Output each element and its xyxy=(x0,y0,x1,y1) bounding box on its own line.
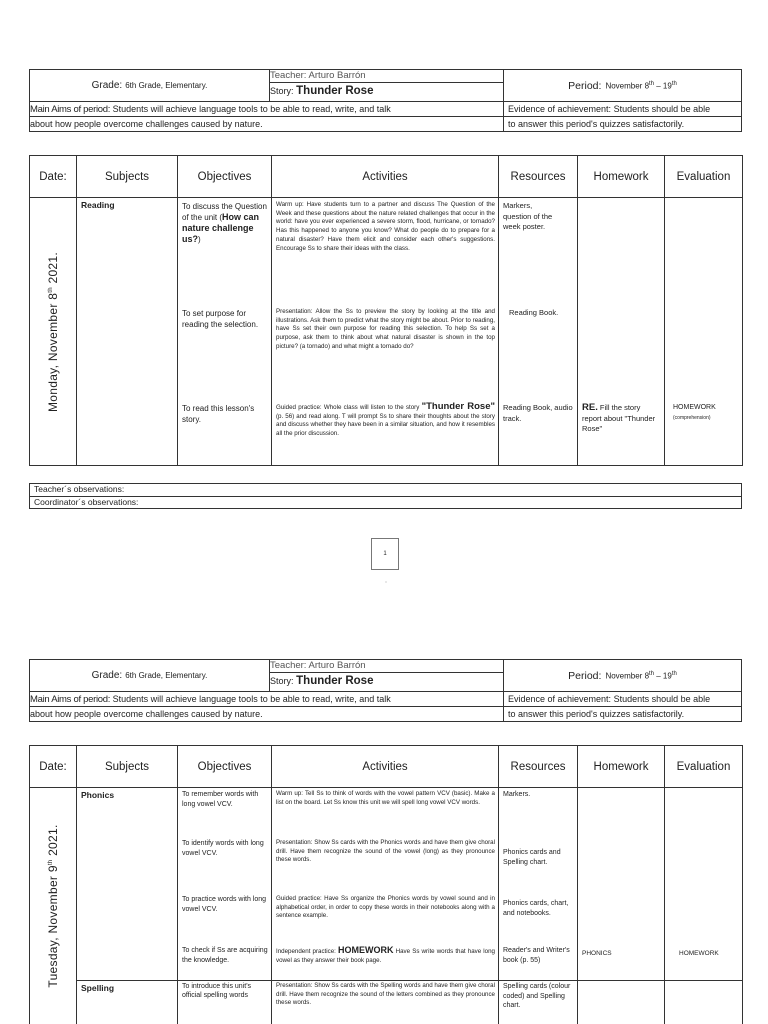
evaluation-cell xyxy=(665,981,743,1024)
resource-2: Reading Book. xyxy=(509,308,559,317)
grade-cell xyxy=(30,70,270,101)
grade-label: Grade: xyxy=(91,670,123,681)
activity-4: Independent practice: HOMEWORK Have Ss write words that have long vowel as they answer their book page. xyxy=(276,945,495,964)
period-label: Period: xyxy=(568,669,602,682)
objective-1: To remember words with long vowel VCV. xyxy=(182,791,259,808)
period-label: Period: xyxy=(568,79,602,92)
evidence-label: Evidence of achievement: xyxy=(508,104,612,114)
objectives-cell xyxy=(178,198,272,466)
resource-3: Reading Book, audio track. xyxy=(503,403,573,423)
aims-cell xyxy=(30,692,504,721)
period-cell xyxy=(504,70,741,101)
resources-cell xyxy=(499,198,578,466)
col-subjects: Subjects xyxy=(77,156,178,198)
subject-spelling: Spelling xyxy=(77,981,178,1024)
objectives-cell xyxy=(178,981,272,1024)
homework-cell xyxy=(578,788,665,981)
col-resources: Resources xyxy=(499,746,578,788)
homework-cell xyxy=(578,981,665,1024)
activity-1: Warm up: Have students turn to a partner and discuss The Question of the Week and these questions about the nature related challenges that occur in the world: have you ever experienced a severe storm, flood, hurricane, or tornado? Has this happened to anyone you know? What do people do to prepare for a natural disaster? Have them elicit and consider each other's suggestions. Encourage Ss to share their ideas with the class. xyxy=(276,201,495,252)
teacher-cell xyxy=(270,660,504,691)
col-objectives: Objectives xyxy=(178,746,272,788)
aims-line-2: about how people overcome challenges caused by nature. xyxy=(30,709,263,719)
resources-cell xyxy=(499,788,578,981)
activity-2: Presentation: Allow the Ss to preview the story by looking at the title and illustrations. Ask them to predict what the story might be about. Prior to reading, have Ss set their own purpose for reading this selection. To help Ss set a purpose, ask them to think about what natural disaster is shown in the top picture? (a tornado) and what might a tornado do? xyxy=(276,308,495,350)
aims-line-1: Students will achieve language tools to be able to read, write, and talk xyxy=(112,694,391,704)
activity-1: Warm up: Tell Ss to think of words with the vowel pattern VCV (basic). Make a list on the board. Let Ss know this unit we will spell long vowel VCV words. xyxy=(276,790,495,806)
col-date: Date: xyxy=(30,746,77,788)
story-label: Story: xyxy=(270,86,294,96)
date-cell xyxy=(30,198,77,466)
activities-cell xyxy=(272,981,499,1024)
evaluation-cell xyxy=(665,198,743,466)
col-homework: Homework xyxy=(578,746,665,788)
subject-reading: Reading xyxy=(77,198,178,466)
resources-cell xyxy=(499,981,578,1024)
evidence-cell xyxy=(504,692,741,721)
evidence-cell xyxy=(504,102,741,131)
col-resources: Resources xyxy=(499,156,578,198)
col-activities: Activities xyxy=(272,156,499,198)
objective-4: To check if Ss are acquiring the knowledge. xyxy=(182,947,268,964)
grade-value: 6th Grade, Elementary. xyxy=(125,81,208,90)
teacher-name: Teacher: Arturo Barrón xyxy=(270,70,503,83)
period-cell xyxy=(504,660,741,691)
col-activities: Activities xyxy=(272,746,499,788)
teacher-name: Teacher: Arturo Barrón xyxy=(270,660,503,673)
col-homework: Homework xyxy=(578,156,665,198)
date-cell xyxy=(30,788,77,1024)
activity-3: Guided practice: Have Ss organize the Phonics words by vowel sound and in alphabetical order, in order to copy these words in their notebooks along with a sentence example. xyxy=(276,895,495,920)
period-value: November 8th – 19th xyxy=(605,80,677,91)
period-value: November 8th – 19th xyxy=(605,670,677,681)
evidence-line-2: to answer this period's quizzes satisfactorily. xyxy=(508,119,685,129)
col-evaluation: Evaluation xyxy=(665,156,743,198)
homework-1: RE. Fill the story report about "Thunder Rose" xyxy=(582,402,656,433)
evaluation-phonics: HOMEWORK xyxy=(679,950,719,957)
date-vertical-text: Monday, November 8th 2021. xyxy=(46,251,60,412)
grade-cell xyxy=(30,660,270,691)
lesson-plan-table-1 xyxy=(29,155,743,466)
table-header-row xyxy=(30,746,743,788)
resource-1: Markers. xyxy=(503,791,531,798)
aims-line-1: Students will achieve language tools to be able to read, write, and talk xyxy=(112,104,391,114)
evidence-line-1: Students should be able xyxy=(613,694,711,704)
col-date: Date: xyxy=(30,156,77,198)
subject-phonics: Phonics xyxy=(77,788,178,981)
coordinator-observations: Coordinator´s observations: xyxy=(30,496,741,508)
teacher-observations: Teacher´s observations: xyxy=(34,484,125,494)
grade-value: 6th Grade, Elementary. xyxy=(125,671,208,680)
table-row xyxy=(30,981,743,1024)
activity-2: Presentation: Show Ss cards with the Phonics words and have them give choral drill. Have them recognize the sound of the vowel (long) as they pronounce these words. xyxy=(276,839,495,864)
evidence-label: Evidence of achievement: xyxy=(508,694,612,704)
date-vertical-text: Tuesday, November 9th 2021. xyxy=(46,824,60,989)
evidence-line-2: to answer this period's quizzes satisfactorily. xyxy=(508,709,685,719)
aims-line-2: about how people overcome challenges caused by nature. xyxy=(30,119,263,129)
resource-2: Phonics cards and Spelling chart. xyxy=(503,849,561,866)
resource-1: Markers, question of the week poster. xyxy=(503,201,553,231)
table-row xyxy=(30,198,743,466)
resource-5: Spelling cards (colour coded) and Spelling chart. xyxy=(503,983,571,1009)
evaluation-cell xyxy=(665,788,743,981)
aims-label: Main Aims of period: xyxy=(30,104,111,115)
objective-3: To read this lesson's story. xyxy=(182,404,255,424)
page-break-mark xyxy=(385,581,387,583)
objective-2: To identify words with long vowel VCV. xyxy=(182,840,264,857)
objectives-cell xyxy=(178,788,272,981)
aims-cell xyxy=(30,102,504,131)
story-title: Thunder Rose xyxy=(296,85,374,97)
objective-5: To introduce this unit's official spelling words xyxy=(182,983,252,999)
col-evaluation: Evaluation xyxy=(665,746,743,788)
objective-3: To practice words with long vowel VCV. xyxy=(182,896,267,913)
page-number: 1 xyxy=(371,538,399,570)
activities-cell xyxy=(272,198,499,466)
resource-4: Reader's and Writer's book (p. 55) xyxy=(503,947,570,964)
aims-label: Main Aims of period: xyxy=(30,694,111,705)
col-objectives: Objectives xyxy=(178,156,272,198)
grade-label: Grade: xyxy=(91,80,123,91)
resource-3: Phonics cards, chart, and notebooks. xyxy=(503,900,569,917)
activities-cell xyxy=(272,788,499,981)
activity-3: Guided practice: Whole class will listen to the story "Thunder Rose" (p. 56) and read along. T will prompt Ss to share their thoughts about the story and discuss whether they have been in a similar situation, and how it resembles all the prior discussion. xyxy=(276,401,495,438)
objective-1: To discuss the Question of the unit (How can nature challenge us?) xyxy=(182,202,267,244)
header-box-1 xyxy=(29,69,742,132)
col-subjects: Subjects xyxy=(77,746,178,788)
header-box-2 xyxy=(29,659,742,722)
story-title: Thunder Rose xyxy=(296,675,374,687)
evaluation-1: HOMEWORK (comprehension) xyxy=(673,404,716,421)
homework-cell xyxy=(578,198,665,466)
table-row xyxy=(30,788,743,981)
objective-2: To set purpose for reading the selection. xyxy=(182,309,259,329)
observations-box-1 xyxy=(29,483,742,509)
homework-phonics: PHONICS xyxy=(582,950,612,957)
activity-5: Presentation: Show Ss cards with the Spelling words and have them give choral drill. Have them recognize the sound of the letters combined as they pronounce these words. xyxy=(276,982,495,1007)
evidence-line-1: Students should be able xyxy=(613,104,711,114)
lesson-plan-table-2 xyxy=(29,745,743,1024)
table-header-row xyxy=(30,156,743,198)
teacher-cell xyxy=(270,70,504,101)
story-label: Story: xyxy=(270,676,294,686)
